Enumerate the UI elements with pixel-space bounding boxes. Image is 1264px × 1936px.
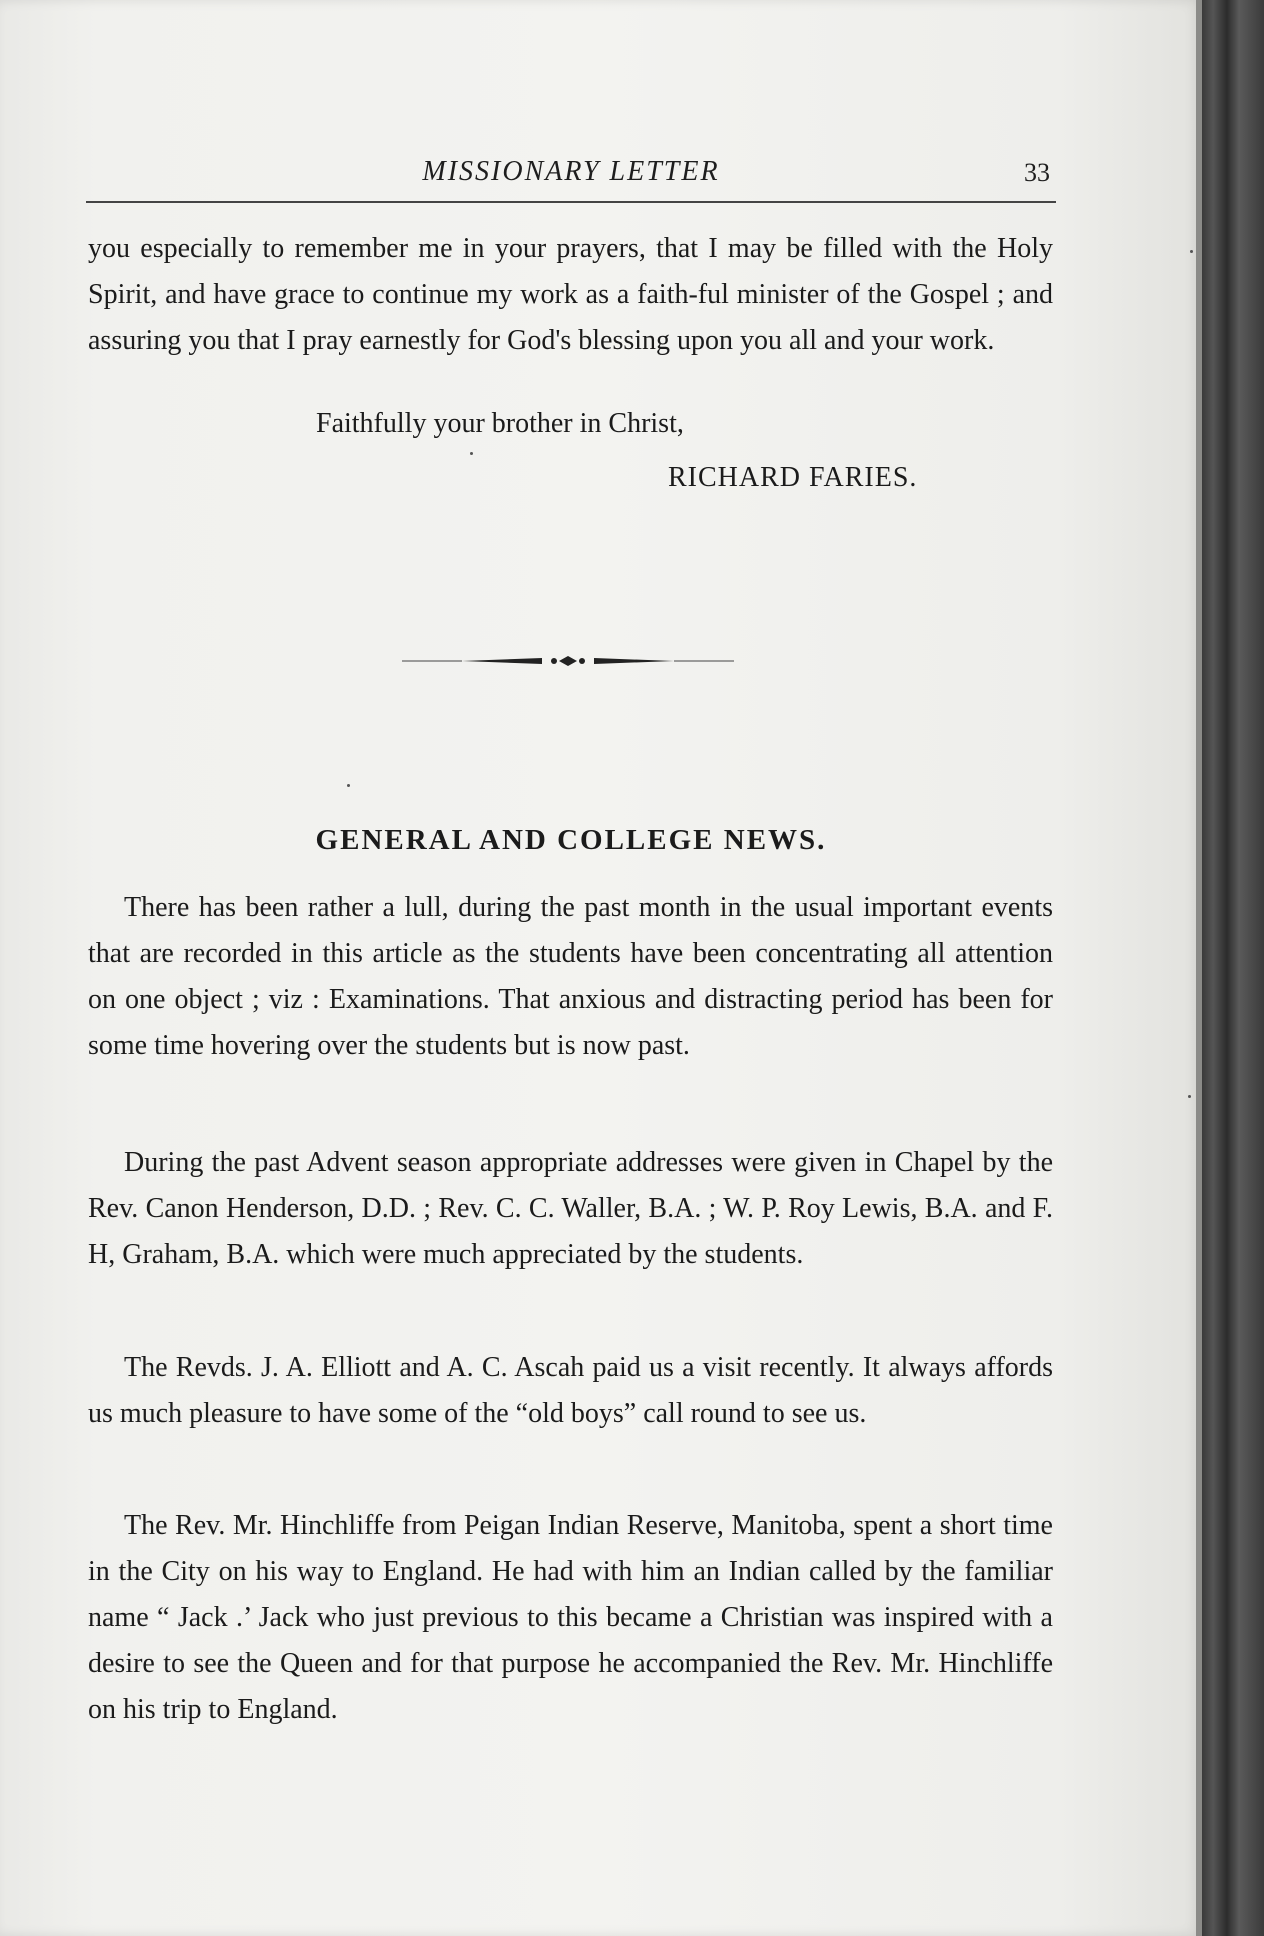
news-section-title: GENERAL AND COLLEGE NEWS.	[315, 824, 827, 856]
letter-closing: Faithfully your brother in Christ,	[316, 408, 684, 439]
paper-speck	[1188, 1095, 1191, 1098]
section-divider-ornament	[402, 652, 734, 670]
news-paragraph: The Revds. J. A. Elliott and A. C. Ascah paid us a visit recently. It always affords us much pleasure to have some of the “old boys” call round to see us.	[88, 1352, 1053, 1429]
book-spine	[1202, 0, 1264, 1936]
header-rule	[86, 201, 1056, 203]
running-title: MISSIONARY LETTER	[422, 156, 720, 187]
news-paragraph: The Rev. Mr. Hinchliffe from Peigan Indian Reserve, Manitoba, spent a short time in the City on his way to England. He had with him an Indian called by the familiar name “ Jack .’ Jack who just previous to this became a Christian was inspired with a desire to see the Queen and for that purpose he accompanied the Rev. Mr. Hinchliffe on his trip to England.	[88, 1510, 1053, 1725]
letter-signature: RICHARD FARIES.	[668, 462, 918, 493]
news-paragraph: There has been rather a lull, during the past month in the usual important events that are recorded in this article as the students have been concentrating all attention on one object ; viz : Examinations. That anxious and distracting period has been for some time hovering over the students but is now past.	[88, 892, 1053, 1061]
letter-continuation: you especially to remember me in your prayers, that I may be filled with the Holy Spirit, and have grace to continue my work as a faith-ful minister of the Gospel ; and assuring you that I pray earnestly for God's blessing upon you all and your work.	[88, 233, 1053, 356]
news-paragraph: During the past Advent season appropriate addresses were given in Chapel by the Rev. Canon Henderson, D.D. ; Rev. C. C. Waller, B.A. ; W. P. Roy Lewis, B.A. and F. H, Graham, B.A. which were much appreciated by the students.	[88, 1147, 1053, 1270]
paper-speck	[347, 784, 350, 787]
page-header	[86, 148, 1056, 188]
paper-speck	[470, 452, 473, 455]
page-number: 33	[1024, 158, 1050, 187]
paper-speck	[1190, 250, 1193, 253]
